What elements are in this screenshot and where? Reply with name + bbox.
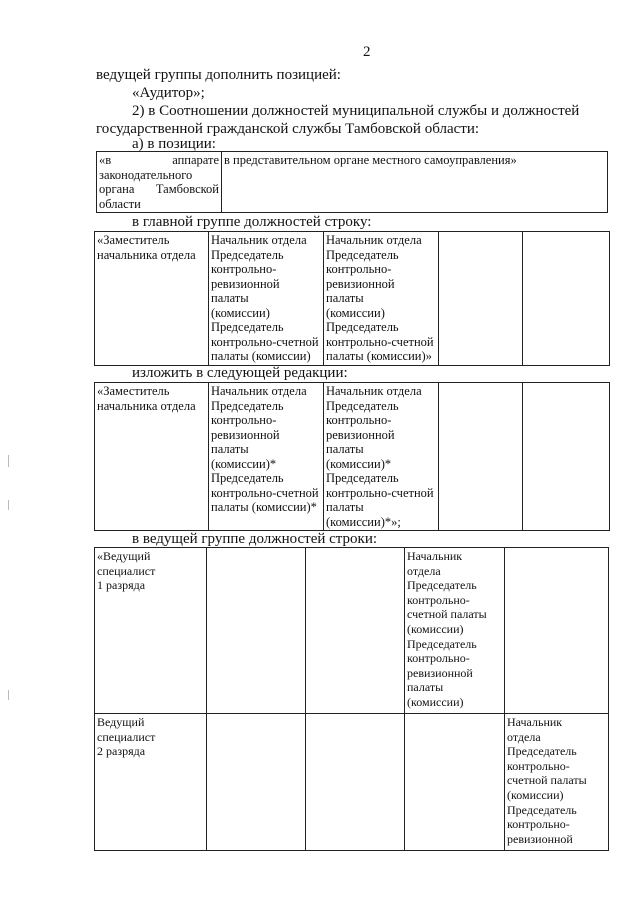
table-row [97,152,608,213]
text-line-1: ведущей группы дополнить позицией: [96,67,341,83]
cell-line: Председатель [326,320,399,334]
cell-line: Председатель [407,578,477,593]
cell-line: палаты [211,291,249,305]
scan-mark [8,500,9,510]
table-cell [405,548,505,714]
table-row [95,383,610,531]
text-line-8: в ведущей группе должностей строки: [132,531,378,547]
cell-line: (комиссии)* [211,456,277,471]
cell-line: Начальник отдела [326,233,422,247]
cell-line: палаты [326,291,364,305]
table-cell [207,714,306,851]
scan-mark [8,690,9,700]
table-lead-group-row1 [94,547,609,714]
table-cell: в представительном органе местного самоуправления» [222,152,608,213]
table-cell [95,548,207,714]
cell-line: специалист [97,563,156,578]
table-cell [324,383,439,531]
cell-line: (комиссии) [507,787,564,802]
page-number: 2 [363,44,371,60]
table-row [95,548,609,714]
cell-line: Начальник [407,549,463,563]
cell-line: контрольно-счетной [326,485,434,500]
cell-line: палаты (комиссии)* [211,500,317,514]
text-line-3: 2) в Соотношении должностей муниципальной службы и должностей [132,103,580,119]
table-cell [439,232,523,366]
table-cell [209,383,324,531]
cell-line: счетной палаты [507,773,587,788]
table-row [95,232,610,366]
table-cell [306,548,405,714]
cell-line: контрольно- [507,817,570,832]
cell-line: (комиссии)* [326,456,392,471]
table-main-group-old [94,231,610,366]
cell-line: контрольно- [326,413,392,427]
table-cell [505,714,609,851]
cell-line: контрольно- [326,262,392,276]
cell-line: палаты (комиссии) [211,349,311,363]
cell-line: Председатель [407,636,477,651]
cell-line: (комиссии) [407,621,464,636]
table-cell: «в аппарате законодательного органа Тамбовской области [97,152,222,213]
scan-mark [8,455,9,467]
cell-line: ревизионной [326,427,395,442]
cell-line: контрольно- [407,651,470,666]
cell-line: контрольно- [407,592,470,607]
table-cell [523,383,610,531]
cell-line: Председатель [507,744,577,759]
cell-line: Начальник отдела [211,233,307,247]
cell-line: счетной палаты [407,607,487,622]
cell-line: (комиссии) [211,305,270,320]
cell-line: Начальник отдела [211,384,307,398]
table-cell: «Заместитель начальника отдела [95,383,209,531]
cell-line: Председатель [211,247,284,262]
cell-line: Ведущий [97,715,145,729]
cell-line: ревизионной [507,831,573,846]
cell-line: палаты [211,442,249,456]
cell-line: палаты (комиссии)» [326,349,432,363]
table-row [95,714,609,851]
cell-line: контрольно-счетной [211,334,319,349]
table-cell [523,232,610,366]
cell-line: 1 разряда [97,578,146,593]
cell-line: контрольно- [211,413,277,427]
cell-line: специалист [97,729,156,744]
cell-line: Председатель [507,802,577,817]
table-cell [207,548,306,714]
table-cell: «Заместитель начальника отдела [95,232,209,366]
cell-line: ревизионной [211,276,280,291]
cell-line: ревизионной [211,427,280,442]
text-line-7: изложить в следующей редакции: [132,365,348,381]
cell-line: Председатель [211,398,284,413]
cell-line: Начальник отдела [326,384,422,398]
cell-line: контрольно- [211,262,277,276]
table-lead-group-row2 [94,713,609,851]
cell-line: Председатель [326,471,399,485]
cell-line: контрольно-счетной [211,485,319,500]
cell-line: Начальник [507,715,563,729]
cell-line: отдела [507,729,541,744]
table-positions [96,151,608,213]
text-line-5: а) в позиции: [132,136,216,152]
cell-line: ревизионной [407,665,473,680]
cell-line: (комиссии) [407,694,464,709]
cell-line: палаты [326,442,364,456]
cell-line: 2 разряда [97,744,146,759]
table-cell [209,232,324,366]
text-line-2: «Аудитор»; [132,85,205,101]
cell-line: отдела [407,563,441,578]
cell-line: ревизионной [326,276,395,291]
text-line-4: государственной гражданской службы Тамбовской области: [96,121,480,137]
cell-line: палаты [407,680,444,695]
cell-line: (комиссии)*»; [326,514,401,529]
cell-line: контрольно- [507,758,570,773]
cell-line: «Ведущий [97,549,151,563]
text-line-6: в главной группе должностей строку: [132,214,372,230]
table-cell [405,714,505,851]
table-cell [505,548,609,714]
table-cell [324,232,439,366]
cell-line: (комиссии) [326,305,385,320]
cell-line: Председатель [326,398,399,413]
table-cell [95,714,207,851]
table-cell [439,383,523,531]
cell-line: контрольно-счетной [326,334,434,349]
cell-line: палаты [326,500,364,514]
table-main-group-new [94,382,610,531]
cell-line: Председатель [211,471,284,485]
table-cell [306,714,405,851]
cell-line: Председатель [211,320,284,334]
cell-line: Председатель [326,247,399,262]
